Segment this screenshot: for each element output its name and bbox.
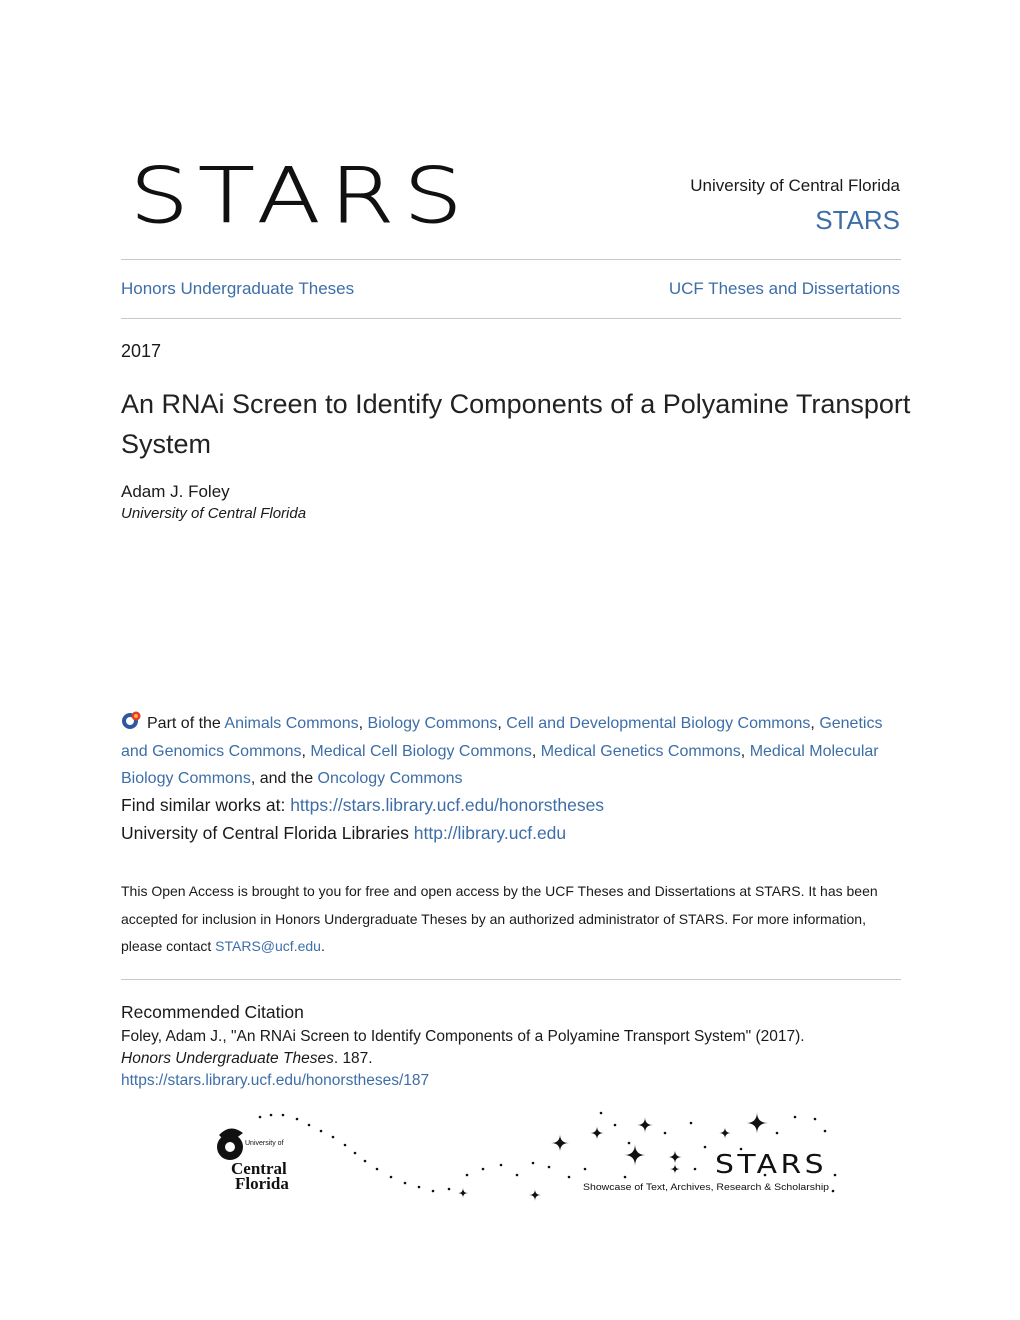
citation-series: Honors Undergraduate Theses <box>121 1050 334 1067</box>
star-dot <box>500 1164 503 1167</box>
libraries-label: University of Central Florida Libraries <box>121 823 414 843</box>
commons-link[interactable]: Biology Commons <box>367 715 498 732</box>
publication-year: 2017 <box>121 341 162 361</box>
institution-name: University of Central Florida <box>690 176 900 195</box>
star-dot <box>832 1190 835 1193</box>
series-link[interactable]: UCF Theses and Dissertations <box>668 279 900 298</box>
star-dot <box>448 1188 451 1191</box>
part-of-commons: Part of the Animals Commons, Biology Commons, Cell and Developmental Biology Commons, Genetics and Genomics Commons, Medical Cell Biology Commons, Medical Genetics Commons, Medical Molecular Biology Commons, and the Oncology Commons <box>121 710 911 793</box>
star-dot <box>259 1116 262 1119</box>
star-dot <box>376 1168 379 1171</box>
star-dot <box>282 1114 285 1117</box>
star-dot <box>568 1176 571 1179</box>
star-dot <box>516 1174 519 1177</box>
citation-body: Foley, Adam J., "An RNAi Screen to Identify Components of a Polyamine Transport System" (2017). Honors Undergraduate Theses. 187. https://stars.library.ucf.edu/honorstheses/187 <box>121 1026 911 1092</box>
star-dot <box>404 1182 407 1185</box>
star-dot <box>418 1186 421 1189</box>
stars-logo-text: STARS <box>130 160 472 232</box>
star-dot <box>308 1124 311 1127</box>
find-similar-label: Find similar works at: <box>121 795 291 815</box>
svg-text:Florida: Florida <box>235 1174 289 1193</box>
part-of-prefix: Part of the <box>147 715 225 732</box>
stars-footer-text: STARS <box>715 1150 827 1180</box>
star-shape <box>551 1134 569 1152</box>
star-shape <box>458 1188 468 1198</box>
star-dot <box>814 1118 817 1121</box>
collection-link[interactable]: Honors Undergraduate Theses <box>121 279 355 298</box>
star-dot <box>296 1118 299 1121</box>
libraries-line <box>121 823 566 844</box>
star-shape <box>719 1127 731 1139</box>
document-title: An RNAi Screen to Identify Components of a Polyamine Transport System <box>121 389 911 459</box>
star-dot <box>794 1116 797 1119</box>
star-shape <box>746 1112 768 1134</box>
commons-link[interactable]: Oncology Commons <box>317 770 463 787</box>
repository-link[interactable]: STARS <box>815 205 900 235</box>
star-dot <box>320 1130 323 1133</box>
svg-text:University of: University of <box>245 1140 284 1147</box>
star-dot <box>364 1160 367 1163</box>
citation-link[interactable]: https://stars.library.ucf.edu/honorstheses/187 <box>121 1072 430 1089</box>
author-affiliation: University of Central Florida <box>121 505 307 522</box>
star-dot <box>354 1152 357 1155</box>
commons-link[interactable]: Medical Molecular Biology Commons <box>121 742 879 787</box>
divider <box>121 259 901 260</box>
star-dot <box>532 1162 535 1165</box>
star-dot <box>270 1114 273 1117</box>
stars-tagline: Showcase of Text, Archives, Research & Scholarship <box>583 1182 829 1192</box>
citation-heading: Recommended Citation <box>121 1002 304 1022</box>
ucf-logo <box>217 1128 289 1193</box>
commons-network-icon <box>121 711 143 731</box>
star-dot <box>482 1168 485 1171</box>
divider <box>121 318 901 319</box>
star-dot <box>390 1176 393 1179</box>
citation-text: Foley, Adam J., "An RNAi Screen to Identify Components of a Polyamine Transport System" (2017). <box>121 1028 805 1045</box>
star-shape <box>529 1189 541 1201</box>
libraries-link[interactable]: http://library.ucf.edu <box>413 823 567 843</box>
star-dot <box>614 1124 617 1127</box>
divider <box>121 979 901 980</box>
star-dot <box>344 1144 347 1147</box>
star-dot <box>776 1132 779 1135</box>
commons-link[interactable]: Cell and Developmental Biology Commons <box>506 715 811 732</box>
commons-link[interactable]: Medical Genetics Commons <box>540 742 741 760</box>
star-dot <box>624 1176 627 1179</box>
star-dot <box>694 1168 697 1171</box>
find-similar <box>121 795 604 816</box>
stars-logo <box>128 160 478 232</box>
star-shape <box>637 1117 653 1133</box>
star-dot <box>704 1146 707 1149</box>
star-dot <box>834 1174 837 1177</box>
footer-logos <box>205 1105 845 1205</box>
star-dot <box>548 1166 551 1169</box>
star-dot <box>600 1112 603 1115</box>
star-shape <box>670 1164 680 1174</box>
star-dot <box>664 1132 667 1135</box>
star-dot <box>584 1168 587 1171</box>
find-similar-link[interactable]: https://stars.library.ucf.edu/honorstheses <box>290 795 605 815</box>
author-name: Adam J. Foley <box>121 482 230 501</box>
commons-link[interactable]: Medical Cell Biology Commons <box>310 742 532 760</box>
star-dot <box>690 1122 693 1125</box>
commons-link[interactable]: Genetics and Genomics Commons <box>121 715 883 760</box>
star-dot <box>332 1136 335 1139</box>
svg-text:Central: Central <box>231 1159 287 1178</box>
contact-email-link[interactable]: STARS@ucf.edu <box>215 938 321 954</box>
access-notice: This Open Access is brought to you for free and open access by the UCF Theses and Dissertations at STARS. It has been accepted for inclusion in Honors Undergraduate Theses by an authorized administrator of STARS. For more information, please contact STARS@ucf.edu. <box>121 883 878 954</box>
star-dot <box>466 1174 469 1177</box>
star-dot <box>628 1142 631 1145</box>
star-shape <box>668 1150 682 1164</box>
star-shape <box>624 1144 646 1166</box>
commons-link[interactable]: Animals Commons <box>224 715 359 732</box>
star-shape <box>590 1126 604 1140</box>
star-dot <box>432 1190 435 1193</box>
access-notice-text: This Open Access is brought to you for free and open access by the UCF Theses and Dissertations at STARS. It has been accepted for inclusion in Honors Undergraduate Theses by an authorized administrator of STARS. For more information, please contact <box>121 883 878 954</box>
star-dot <box>824 1130 827 1133</box>
